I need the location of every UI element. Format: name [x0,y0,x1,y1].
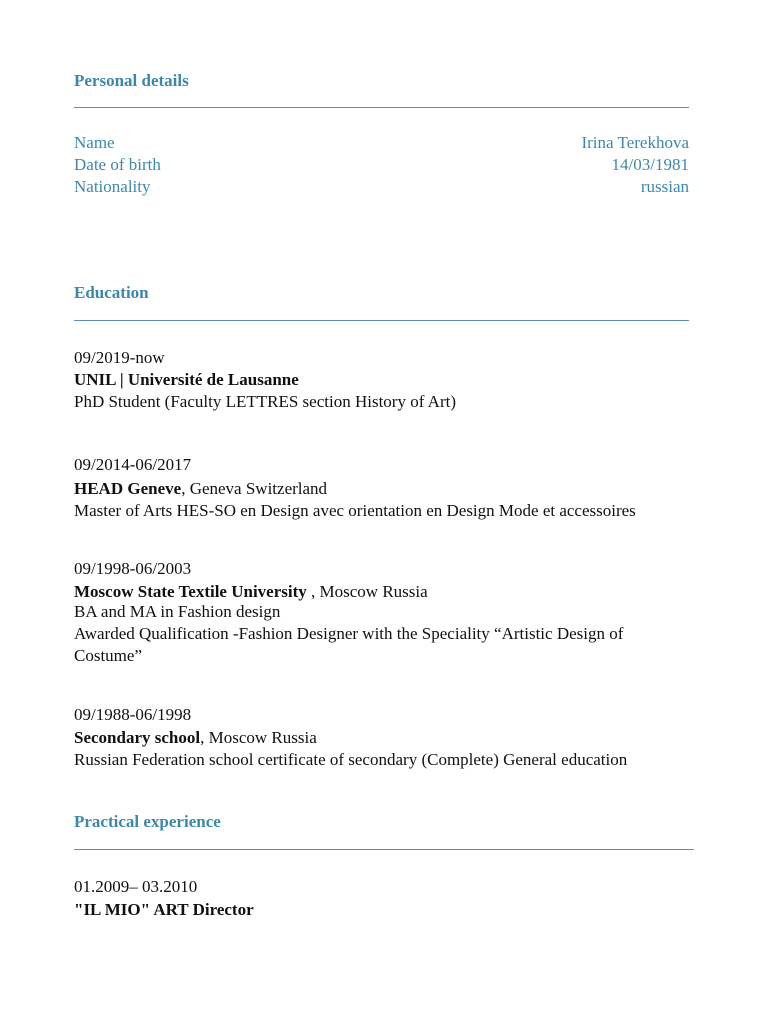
education-heading: Education [74,283,149,302]
nationality-value: russian [640,177,689,196]
education-entry-1-institution-line [74,369,299,391]
education-entry-3-dates: 09/1998-06/2003 [74,559,192,578]
education-entry-2-detail: Master of Arts HES-SO en Design avec orientation en Design Mode et accessoires [74,501,636,520]
experience-entry-1-title: "IL MIO" ART Director [74,900,254,919]
education-entry-3-institution: Moscow State Textile University [74,582,307,601]
education-entry-1-detail: PhD Student (Faculty LETTRES section History of Art) [74,392,456,411]
education-entry-4-detail: Russian Federation school certificate of secondary (Complete) General education [74,750,628,769]
name-value: Irina Terekhova [581,133,689,152]
education-entry-3-detail-1: BA and MA in Fashion design [74,602,281,621]
dob-value: 14/03/1981 [611,155,689,174]
personal-details-rule [74,107,689,108]
education-entry-3-institution-line [74,581,428,603]
personal-details-heading: Personal details [74,71,189,90]
personal-row-dob [74,154,689,176]
practical-experience-rule [74,849,694,850]
education-entry-2-institution-line [74,478,327,500]
education-entry-4-institution-line [74,727,317,749]
education-entry-1-dates: 09/2019-now [74,348,165,367]
nationality-label: Nationality [74,177,151,196]
experience-entry-1-dates: 01.2009– 03.2010 [74,877,198,896]
personal-row-nationality [74,176,689,198]
education-rule [74,320,689,321]
education-entry-2-location: , Geneva Switzerland [181,479,328,498]
education-entry-3-location: , Moscow Russia [306,582,428,601]
education-entry-4-location: , Moscow Russia [200,728,317,747]
education-entry-2-institution: HEAD Geneve [74,479,182,498]
education-entry-1-institution: UNIL | Université de Lausanne [74,370,299,389]
practical-experience-heading: Practical experience [74,812,221,831]
education-entry-4-institution: Secondary school [74,728,201,747]
dob-label: Date of birth [74,155,161,174]
education-entry-4-dates: 09/1988-06/1998 [74,705,192,724]
education-entry-3-detail-2: Awarded Qualification -Fashion Designer with the Speciality “Artistic Design of Costume” [74,624,624,665]
personal-row-name [74,132,689,154]
name-label: Name [74,133,115,152]
education-entry-2-dates: 09/2014-06/2017 [74,455,192,474]
